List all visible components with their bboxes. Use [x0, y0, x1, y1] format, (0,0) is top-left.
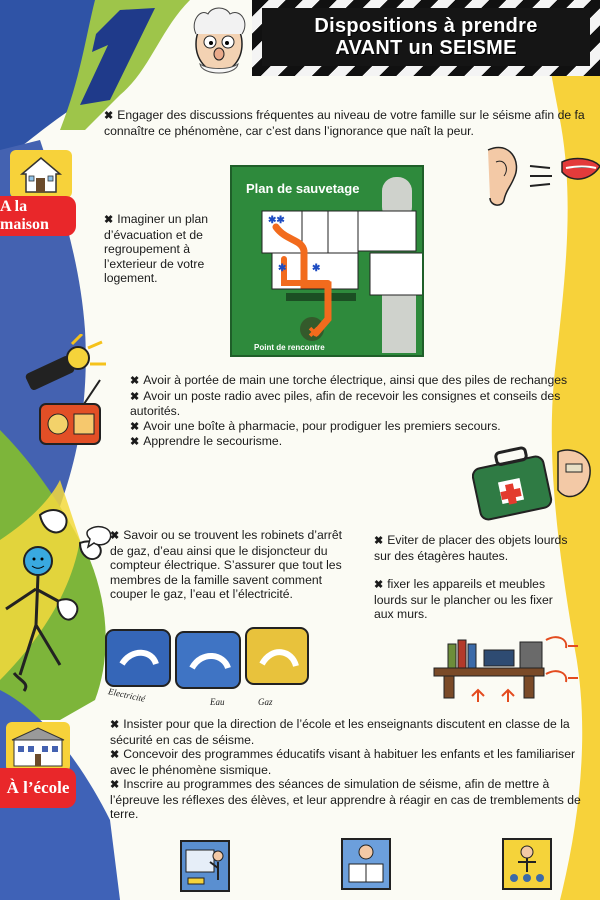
bullet-icon: ✖	[374, 535, 384, 547]
fix-furniture-text: fixer les appareils et meubles lourds sur le plancher ou les fixer aux murs.	[374, 577, 553, 621]
bullet-icon: ✖	[374, 579, 384, 591]
title-line-2: AVANT un SEISME	[335, 37, 517, 59]
floor-plan-drawing	[232, 167, 422, 355]
bullet-icon: ✖	[110, 749, 120, 761]
bullet-icon: ✖	[104, 214, 114, 226]
svg-text:✖: ✖	[308, 324, 320, 340]
bullet-icon: ✖	[104, 110, 114, 122]
bullet-icon: ✖	[130, 390, 140, 403]
bullet-icon: ✖	[130, 436, 140, 448]
svg-text:✱✱: ✱✱	[268, 215, 285, 226]
valves-text: Savoir ou se trouvent les robinets d’arrêt de gaz, d’eau ainsi que le disjoncteur du compteur électrique. S’assurer que tout les membres de la famille savent comment couper le gaz, l’eau et l’électricité.	[110, 528, 343, 601]
intro-paragraph	[104, 108, 598, 138]
maison-list	[130, 373, 588, 450]
title-banner	[252, 0, 600, 76]
first-aid-kit-icon	[472, 440, 598, 524]
plan-paragraph	[104, 212, 220, 286]
heavy-objects-text: Eviter de placer des objets lourds sur des étagères hautes.	[374, 533, 568, 563]
label-eau: Eau	[210, 697, 225, 707]
list-item: ✖ Concevoir des programmes éducatifs visant à habituer les enfants et les familiariser avec le phénomène sismique.	[110, 747, 576, 777]
valves-paragraph	[110, 528, 355, 602]
title-line-1: Dispositions à prendre	[314, 15, 538, 37]
list-item: ✖ Apprendre le secourisme.	[130, 434, 283, 448]
label-gaz: Gaz	[258, 697, 273, 707]
school-icon	[6, 722, 70, 772]
list-item: ✖ Avoir à portée de main une torche électrique, ainsi que des piles de rechanges	[130, 373, 568, 387]
bullet-icon: ✖	[130, 375, 140, 387]
scientist-face-icon	[186, 4, 252, 88]
bullet-icon: ✖	[110, 779, 120, 791]
flashlight-radio-icon	[14, 334, 118, 464]
list-item: ✖ Avoir une boîte à pharmacie, pour prodiguer les premiers secours.	[130, 418, 501, 433]
bullet-icon: ✖	[110, 719, 120, 731]
reading-pictogram-icon	[341, 838, 391, 890]
list-item: ✖ Inscrire au programmes des séances de simulation de séisme, afin de mettre à l’épreuve les réflexes des élèves, et leur apprendre à réagir en cas de tremblements de terre.	[110, 777, 581, 821]
evacuation-plan	[230, 165, 424, 357]
plan-title: Plan de sauvetage	[246, 181, 360, 196]
teacher-pictogram-icon	[180, 840, 230, 892]
ear-mouth-icon	[470, 140, 600, 210]
heavy-objects-paragraph	[374, 533, 574, 563]
students-pictogram-icon	[502, 838, 552, 890]
bullet-icon: ✖	[130, 420, 140, 433]
house-icon	[10, 150, 72, 198]
plan-meeting-point: Point de rencontre	[254, 343, 325, 352]
shelf-icon	[428, 632, 580, 710]
tab-a-l-ecole: À l’école	[0, 768, 76, 808]
svg-text:✱: ✱	[312, 263, 321, 274]
list-item: ✖ Avoir un poste radio avec piles, afin de recevoir les consignes et conseils des autorités.	[130, 388, 561, 418]
list-item: ✖ Insister pour que la direction de l’école et les enseignants discutent en classe de la sécurité en cas de séisme.	[110, 717, 570, 747]
svg-text:✱: ✱	[278, 263, 287, 274]
fix-furniture-paragraph	[374, 577, 574, 622]
plan-text: Imaginer un plan d’évacuation et de regroupement à l’exterieur de votre logement.	[104, 212, 209, 285]
tab-a-la-maison: A la maison	[0, 196, 76, 236]
ecole-list	[110, 717, 588, 822]
intro-text: Engager des discussions fréquentes au niveau de votre famille sur le séisme afin de fa connaître ce phénomène, car c’est dans l’ignorance que naît la peur.	[104, 108, 585, 138]
label-electricite: Electricité	[107, 686, 147, 704]
bullet-icon: ✖	[110, 530, 120, 542]
